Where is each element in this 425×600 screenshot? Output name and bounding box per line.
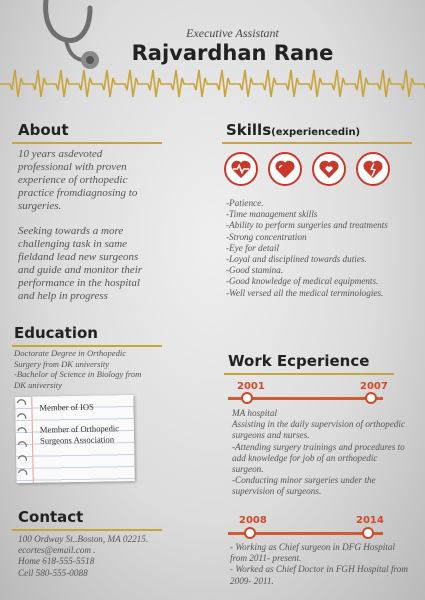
about-line: practice fromdiagnosing to	[18, 187, 138, 199]
membership-item: Surgeons Association	[39, 434, 115, 446]
timeline2-end-dot	[362, 527, 374, 539]
about-line: fieldand lead new surgeons	[18, 251, 139, 263]
education-line: Doctorate Degree in Orthopedic	[14, 348, 127, 358]
education-text	[14, 348, 184, 390]
education-heading: Education	[14, 324, 98, 342]
heart-hand-icon	[312, 152, 346, 186]
membership-note	[15, 395, 134, 483]
work-line: supervision of surgeons.	[232, 486, 322, 497]
work-line: surgeons and nurses.	[232, 430, 310, 441]
about-line: and guide and monitor their	[18, 264, 143, 276]
contact-address: 100 Ordway St..Boston, MA 02215.	[18, 534, 149, 544]
skill-item: -Strong concentration	[226, 231, 307, 242]
work-line: MA hospital	[232, 408, 278, 418]
work-line: from 2011- present.	[230, 553, 302, 564]
contact-home-phone: Home 618-555-5518	[18, 556, 95, 567]
contact-email: ecortes@email.com .	[18, 545, 96, 556]
work-line: - Worked as Chief Doctor in FGH Hospital from	[230, 564, 408, 575]
about-line: professional with proven	[18, 161, 127, 173]
work-line: - Working as Chief surgeon in DFG Hospital	[230, 542, 395, 552]
skill-item: -Good knowledge of medical equipments.	[226, 276, 379, 287]
skills-heading	[226, 121, 360, 139]
timeline2-end-year: 2014	[356, 515, 384, 526]
contact-cell-phone: Cell 580-555-0088	[18, 567, 88, 578]
contact-text	[18, 534, 208, 579]
education-line: Surgery from DK university	[14, 358, 110, 369]
skills-heading-suffix: (experiencedin)	[271, 127, 361, 138]
skill-item: -Good stamina.	[226, 265, 284, 276]
work-line: surgeon.	[232, 464, 264, 475]
skills-list	[226, 198, 416, 299]
about-line: Seeking towards a more	[18, 225, 124, 237]
person-name: Rajvardhan Rane	[131, 41, 334, 65]
about-line: experience of orthopedic	[18, 174, 128, 186]
skills-rule	[222, 142, 412, 144]
timeline1-start-dot	[241, 392, 253, 404]
about-line: 10 years asdevoted	[18, 148, 103, 160]
timeline2-text	[230, 542, 420, 587]
timeline1-end-dot	[365, 392, 377, 404]
spiral-binding	[15, 397, 26, 483]
work-line: 2009- 2011.	[230, 575, 274, 586]
work-line: Assisting in the daily supervision of orthopedic	[232, 419, 406, 430]
note-text	[39, 401, 132, 447]
work-line: -Conducting minor surgeries under the	[232, 475, 376, 486]
about-rule	[12, 142, 162, 144]
heart-icon	[268, 152, 302, 186]
membership-item: Member of IOS	[39, 401, 94, 413]
skill-item: -Eye for detail	[226, 242, 280, 253]
about-line: performance in the hospital	[18, 277, 140, 289]
ecg-line-icon	[0, 64, 425, 104]
broken-heart-icon	[356, 152, 390, 186]
about-text	[18, 148, 178, 303]
skill-item: -Well versed all the medical terminologies.	[226, 287, 384, 298]
work-heading: Work Ecperience	[228, 352, 370, 370]
timeline1-end-year: 2007	[360, 381, 388, 392]
skill-item: -Ability to perform surgeries and treatments	[226, 220, 388, 231]
work-line: -Attending surgery trainings and procedures to	[232, 441, 405, 452]
skills-heading-text: Skills	[226, 121, 272, 139]
timeline1-start-year: 2001	[237, 381, 265, 392]
timeline2-start-year: 2008	[239, 515, 267, 526]
about-line: and help in progress	[18, 290, 108, 302]
skill-item: -Time management skills	[226, 209, 318, 220]
skill-item: -Loyal and disciplined towards duties.	[226, 254, 367, 265]
timeline1-text	[232, 408, 418, 498]
work-line: add knowledge for job of an orthopedic	[232, 452, 378, 463]
education-rule	[12, 345, 162, 347]
education-line: DK university	[14, 379, 62, 390]
timeline2-start-dot	[244, 527, 256, 539]
heart-pulse-icon	[224, 152, 258, 186]
skill-item: -Patience.	[226, 198, 264, 208]
contact-rule	[12, 529, 162, 531]
education-line: -Bachelor of Science in Biology from	[14, 369, 142, 380]
about-heading: About	[18, 121, 69, 139]
membership-item: Member of Orthopedic	[39, 423, 120, 435]
note-margin-line	[31, 397, 34, 483]
work-rule	[224, 373, 394, 375]
about-line: challenging task in same	[18, 238, 128, 250]
job-title: Executive Assistant	[186, 26, 279, 40]
about-line: surgeries.	[18, 200, 62, 212]
contact-heading: Contact	[18, 508, 84, 526]
